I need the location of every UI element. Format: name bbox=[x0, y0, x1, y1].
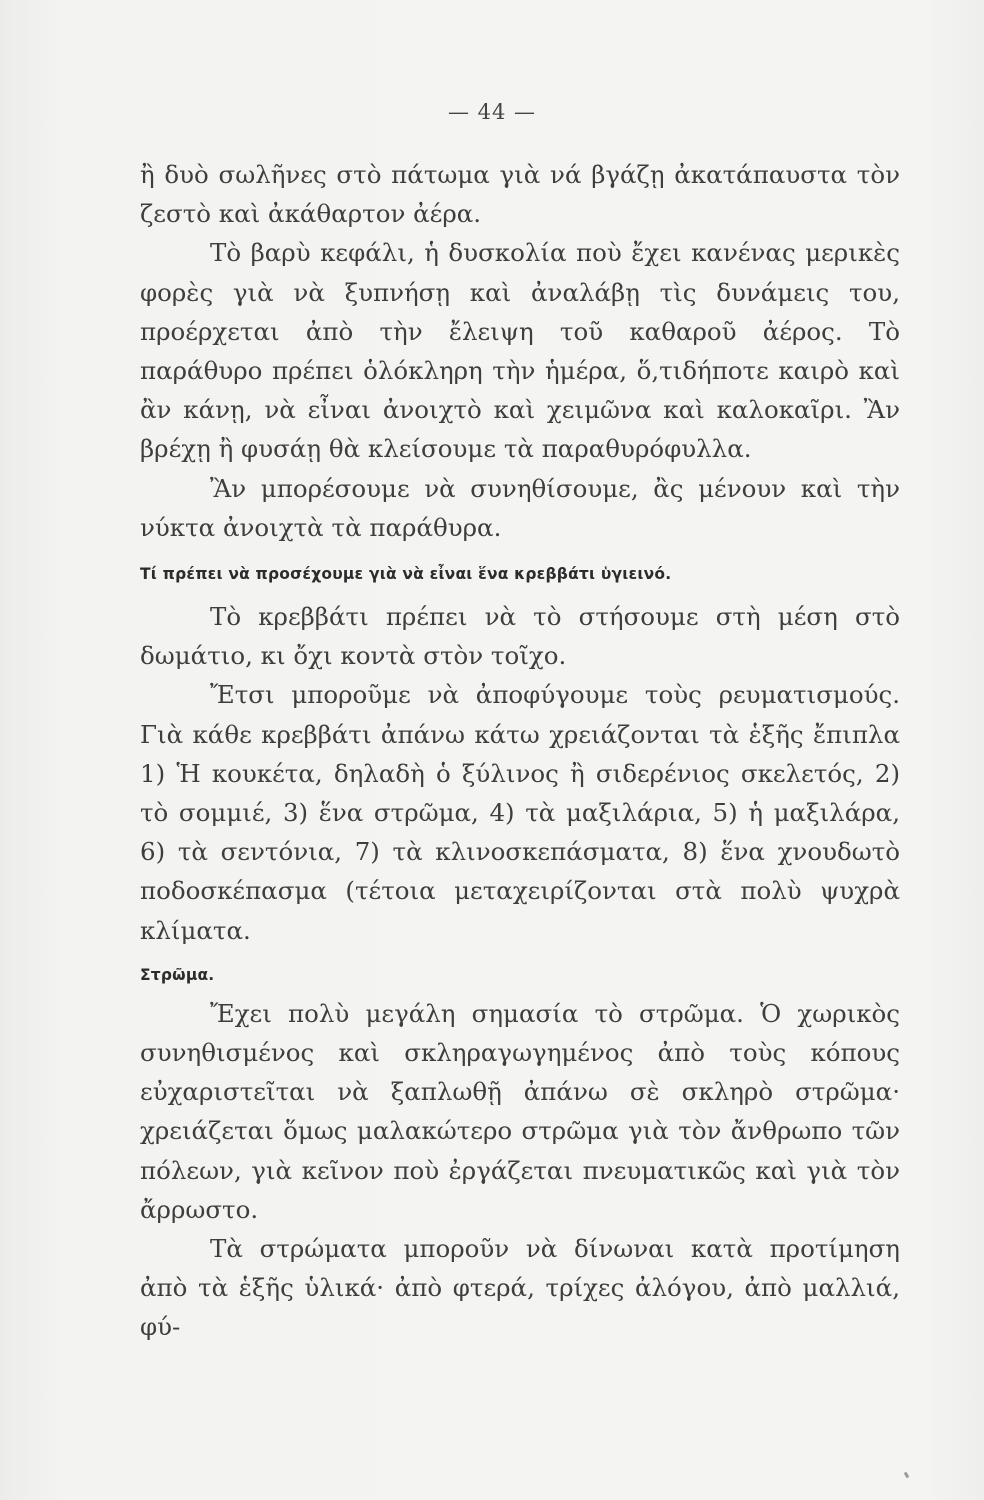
paragraph-mattress-importance: Ἔχει πολὺ μεγάλη σημασία τὸ στρῶμα. Ὁ χωρικὸς συνηθισμένος καὶ σκληραγωγημένος ἀπὸ τοὺς κόπους εὐχαριστεῖται νὰ ξαπλωθῇ ἀπάνω σὲ σκληρὸ στρῶμα· χρειάζεται ὅμως μαλακώτερο στρῶμα γιὰ τὸν ἄνθρωπο τῶν πόλεων, γιὰ κεῖνον ποὺ ἐργάζεται πνευματικῶς καὶ γιὰ τὸν ἄρρωστο. bbox=[140, 998, 900, 1224]
paragraph-fresh-air: Τὸ βαρὺ κεφάλι, ἡ δυσκολία ποὺ ἔχει κανένας μερικὲς φορὲς γιὰ νὰ ξυπνήσῃ καὶ ἀναλάβῃ τὶς δυνάμεις του, προέρχεται ἀπὸ τὴν ἔλειψη τοῦ καθαροῦ ἀέρος. Τὸ παράθυρο πρέπει ὁλόκληρη τὴν ἡμέρα, ὅ,τιδήποτε καιρὸ καὶ ἂν κάνῃ, νὰ εἶναι ἀνοιχτὸ καὶ χειμῶνα καὶ καλοκαῖρι. Ἂν βρέχῃ ἢ φυσάῃ θὰ κλείσουμε τὰ παραθυρόφυλλα. bbox=[140, 238, 900, 464]
section-heading-mattress: Στρῶμα. bbox=[140, 965, 215, 984]
paragraph-windows-night: Ἂν μπορέσουμε νὰ συνηθίσουμε, ἂς μένουν καὶ τὴν νύκτα ἀνοιχτὰ τὰ παράθυρα. bbox=[140, 473, 900, 542]
section-heading-healthy-bed: Τί πρέπει νὰ προσέχουμε γιὰ νὰ εἶναι ἕνα κρεββάτι ὑγιεινό. bbox=[140, 565, 672, 584]
page-body bbox=[140, 155, 900, 1347]
paragraph-bed-furnishings: Ἔτσι μποροῦμε νὰ ἀποφύγουμε τοὺς ρευματισμούς. Γιὰ κάθε κρεββάτι ἀπάνω κάτω χρειάζονται τὰ ἑξῆς ἔπιπλα 1) Ἡ κουκέτα, δηλαδὴ ὁ ξύλινος ἢ σιδερένιος σκελετός, 2) τὸ σομμιέ, 3) ἕνα στρῶμα, 4) τὰ μαξιλάρια, 5) ἡ μαξιλάρα, 6) τὰ σεντόνια, 7) τὰ κλινοσκεπάσματα, 8) ἕνα χνουδωτὸ ποδοσκέπασμα (τέτοια μεταχειρίζονται στὰ πολὺ ψυχρὰ κλίματα. bbox=[140, 680, 900, 945]
paragraph-continuation: ἢ δυὸ σωλῆνες στὸ πάτωμα γιὰ νά βγάζῃ ἀκατάπαυστα τὸν ζεστὸ καὶ ἀκάθαρτον ἀέρα. bbox=[140, 160, 900, 229]
paragraph-bed-placement: Τὸ κρεββάτι πρέπει νὰ τὸ στήσουμε στὴ μέση στὸ δωμάτιο, κι ὄχι κοντὰ στὸν τοῖχο. bbox=[140, 602, 900, 671]
paragraph-mattress-materials: Τὰ στρώματα μποροῦν νὰ δίνωναι κατὰ προτίμηση ἀπὸ τὰ ἑξῆς ὑλικά· ἀπὸ φτερά, τρίχες ἀλόγου, ἀπὸ μαλλιά, φύ- bbox=[140, 1234, 900, 1342]
paper-speck bbox=[904, 1472, 910, 1479]
page-number: — 44 — bbox=[447, 100, 537, 124]
